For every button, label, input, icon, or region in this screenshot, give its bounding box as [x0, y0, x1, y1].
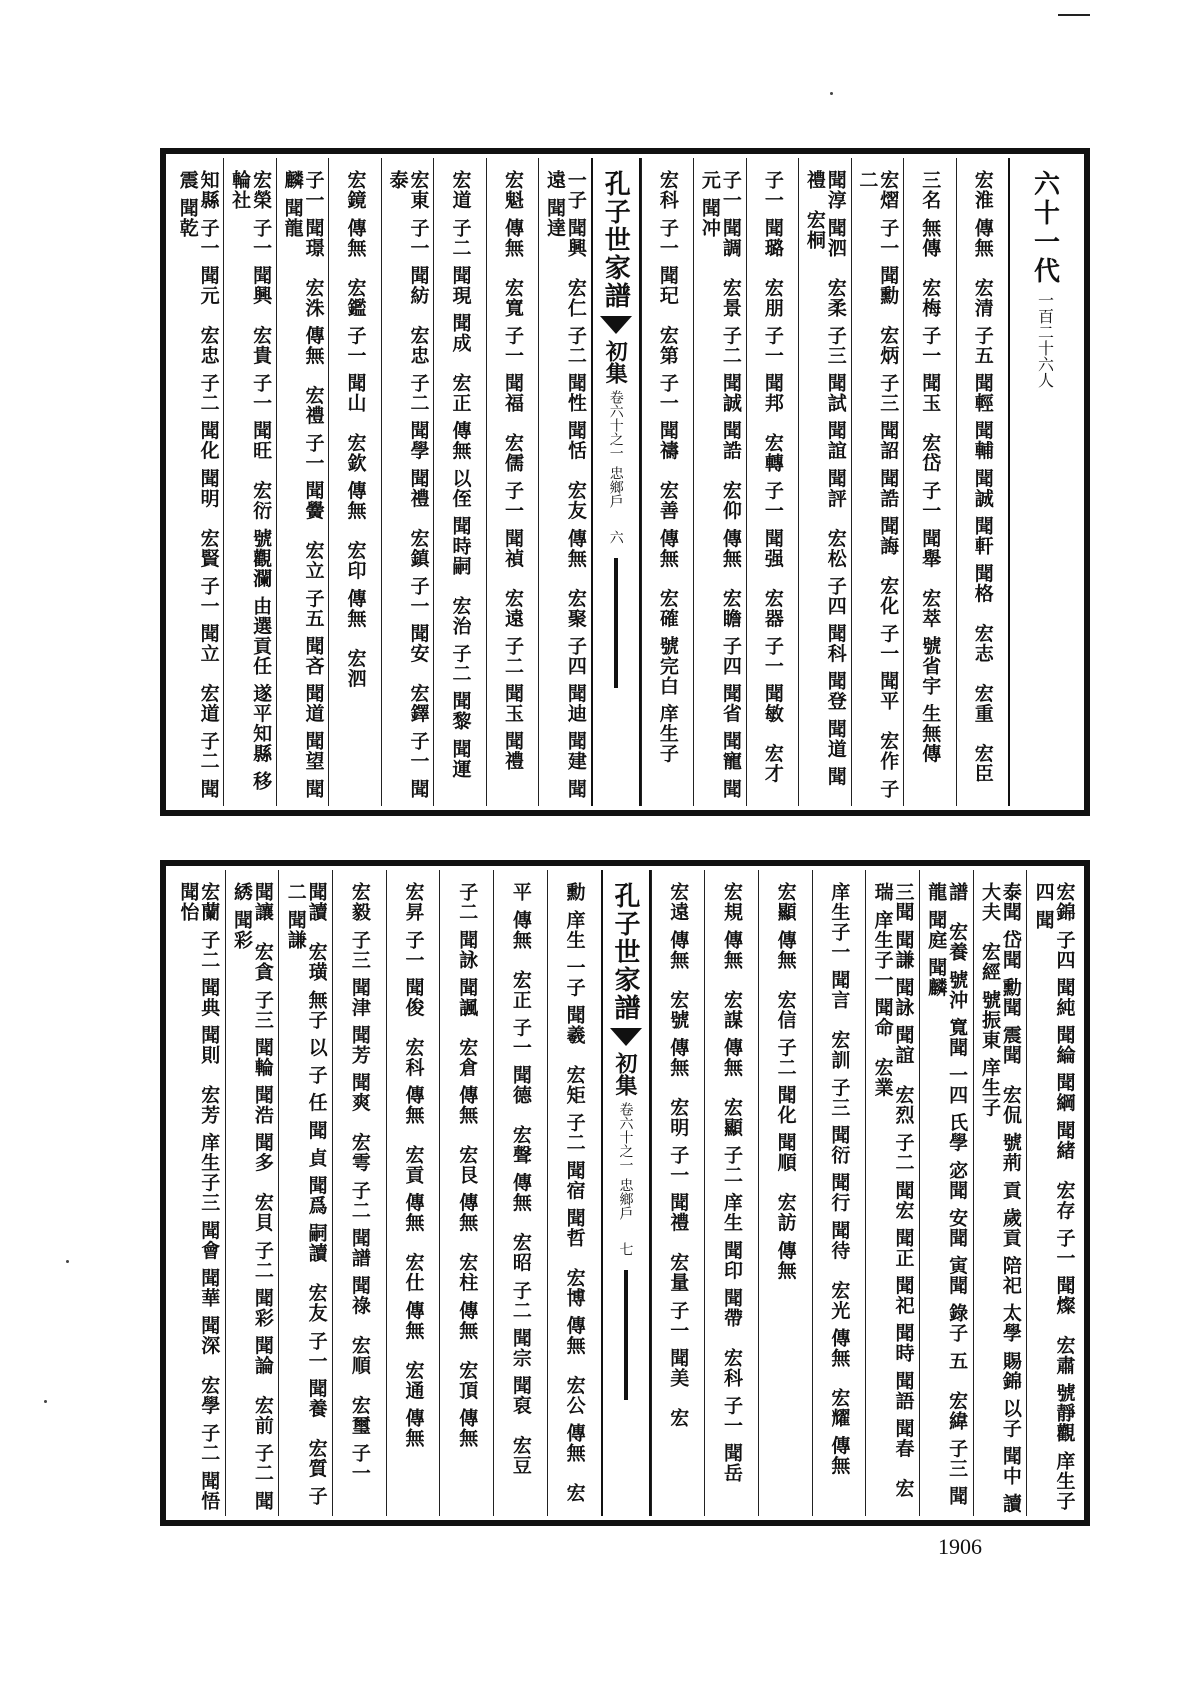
speck: [66, 1260, 69, 1263]
entry-column: 宏蘭 子二 聞典 聞則 宏芳 庠生子三 聞會 聞華 聞深 宏學 子二 聞悟 聞怡: [177, 882, 221, 1511]
entry-column: 宏昇 子一 聞俊 宏科 傳無 宏貢 傳無 宏仕 傳無 宏通 傳無: [402, 882, 425, 1448]
spine-bar: [624, 1270, 628, 1400]
genealogy-page-top: [160, 148, 1090, 816]
entry-column: 宏規 傳無 宏謀 傳無 宏顯 子二 庠生 聞印 聞帶 宏科 子一 聞岳: [720, 882, 743, 1483]
entry-column: 宏顯 傳無 宏信 子二 聞化 聞順 宏訪 傳無: [774, 882, 797, 1281]
entry-column: 宏科 子一 聞玘 宏第 子一 聞禱 宏善 傳無 宏確 號完白 庠生子: [656, 170, 679, 764]
entry-column: 宏淮 傳無 宏清 子五 聞輕 聞輔 聞誠 聞軒 聞格 宏志 宏重 宏臣: [971, 170, 994, 784]
entry-column: 宏鏡 傳無 宏鑑 子一 聞山 宏欽 傳無 宏印 傳無 宏泗: [344, 170, 367, 689]
book-spine: [591, 158, 641, 806]
entry-column: 宏魁 傳無 宏寬 子一 聞福 宏儒 子一 聞禎 宏遠 子二 聞玉 聞禮: [501, 170, 524, 771]
entry-column: 宏毅 子三 聞津 聞芳 聞爽 宏雩 子二 聞譜 聞祿 宏順 宏璽 子一: [348, 882, 371, 1483]
book-subtitle: 初集: [612, 1052, 638, 1096]
entry-column: 三聞 聞謙 聞詠 聞誼 宏烈 子二 聞宏 聞正 聞祀 聞時 聞語 聞春 宏瑞 庠生子一 聞命 宏業: [871, 882, 915, 1499]
entry-column: 子一 聞璟 宏洙 傳無 宏禮 子一 聞黌 宏立 子五 聞吝 聞道 聞望 聞麟 聞龍: [281, 170, 325, 799]
section-label: 忠鄉戶: [617, 1178, 634, 1220]
entry-column: 勳 庠生 一子 聞羲 宏矩 子二 聞宿 聞哲 宏博 傳無 宏公 傳無 宏: [563, 882, 586, 1503]
section-label: 忠鄉戶: [607, 466, 624, 508]
entry-column: 三名 無傳 宏梅 子一 聞玉 宏岱 子一 聞舉 宏萃 號省宇 生無傳: [919, 170, 942, 764]
speck: [830, 92, 833, 95]
entry-column: 泰聞 岱聞 勳聞 震聞 宏侃 號荊 貢 歲貢 陪祀 太學 賜錦 以子 聞中 讀大夫 宏經 號振東 庠生子: [978, 882, 1022, 1514]
entry-column: 平 傳無 宏正 子一 聞德 宏聲 傳無 宏昭 子二 聞宗 聞裒 宏豆: [509, 882, 532, 1476]
generation-count: 一百二十六人: [1035, 292, 1055, 388]
entry-column: 聞讓 宏貪 子三 聞輪 聞浩 聞多 宏貝 子二 聞彩 聞論 宏前 子二 聞綉 聞彩: [231, 882, 274, 1511]
book-title: 孔子世家譜: [610, 882, 640, 1022]
entry-column: 一子 聞興 宏仁 子二 聞性 聞恬 宏友 傳無 宏聚 子四 聞迪 聞建 聞遠 聞達: [543, 170, 587, 799]
entry-column: 子一 聞璐 宏朋 子一 聞邦 宏轉 子一 聞强 宏器 子一 聞敏 宏才: [761, 170, 784, 784]
fishtail-mark-icon: [610, 1028, 642, 1046]
entry-column: 子二 聞詠 聞諷 宏倉 傳無 宏艮 傳無 宏柱 傳無 宏頂 傳無: [456, 882, 479, 1448]
leaf-number: 六: [607, 530, 624, 544]
volume-label: 卷六十之一: [607, 390, 624, 460]
page-number: 1906: [938, 1534, 982, 1559]
speck: [44, 1400, 47, 1403]
book-title: 孔子世家譜: [600, 170, 631, 310]
entry-column: 庠生子一 聞言 宏訓 子三 聞衍 聞行 聞待 宏光 傳無 宏耀 傳無: [828, 882, 851, 1476]
fishtail-mark-icon: [600, 316, 632, 334]
leaf-number: 七: [617, 1242, 634, 1256]
volume-label: 卷六十之一: [617, 1102, 634, 1172]
entry-column: 宏東 子一 聞紡 宏忠 子二 聞學 聞禮 宏鎮 子一 聞安 宏鐸 子一 聞泰: [386, 170, 430, 799]
entry-column: 知縣 子一 聞元 宏忠 子二 聞化 聞明 宏賢 子一 聞立 宏道 子二 聞震 聞乾: [176, 170, 220, 799]
generation-header: [1008, 158, 1080, 806]
spine-bar: [614, 558, 618, 688]
entry-column: 聞讀 宏璜 無子 以 子 任 聞 貞 聞爲 嗣讀 宏友 子一 聞養 宏質 子二 聞謙: [284, 882, 328, 1506]
genealogy-page-bottom: [160, 860, 1090, 1526]
entry-column: 宏錦 子四 聞純 聞綸 聞綱 聞緒 宏存 子一 聞燦 宏肅 號靜觀 庠生子四 聞: [1032, 882, 1076, 1511]
entry-column: 譜 宏養 號沖 寬聞 一四 氏學 宓聞 安聞 寅聞 錄子 五 宏緯 子三 聞龍 聞庭 聞麟: [925, 882, 969, 1506]
entry-column: 宏熠 子一 聞勳 宏炳 子三 聞詔 聞誥 聞誨 宏化 子一 聞平 宏作 子二: [856, 170, 900, 799]
generation-title: 六十一代: [1029, 170, 1060, 286]
book-subtitle: 初集: [602, 340, 629, 384]
entry-column: 宏遠 傳無 宏號 傳無 宏明 子一 聞禮 宏量 子一 聞美 宏: [667, 882, 690, 1428]
entry-column: 宏榮 子一 聞興 宏貴 子一 聞旺 宏衍 號觀瀾 由選貢任 遂平知縣 移輪社: [229, 170, 273, 791]
entry-column: 子一 聞調 宏景 子二 聞誠 聞誥 宏仰 傳無 宏瞻 子四 聞省 聞寵 聞元 聞冲: [698, 170, 742, 799]
entry-column: 宏道 子二 聞現 聞成 宏正 傳無 以侄 聞時嗣 宏治 子二 聞黎 聞運: [449, 170, 472, 779]
book-spine: [601, 870, 651, 1516]
entry-column: 聞淳 聞泗 宏柔 子三 聞試 聞誼 聞評 宏松 子四 聞科 聞登 聞道 聞禮 宏桐: [803, 170, 847, 787]
page-corner-mark: [1058, 0, 1090, 16]
